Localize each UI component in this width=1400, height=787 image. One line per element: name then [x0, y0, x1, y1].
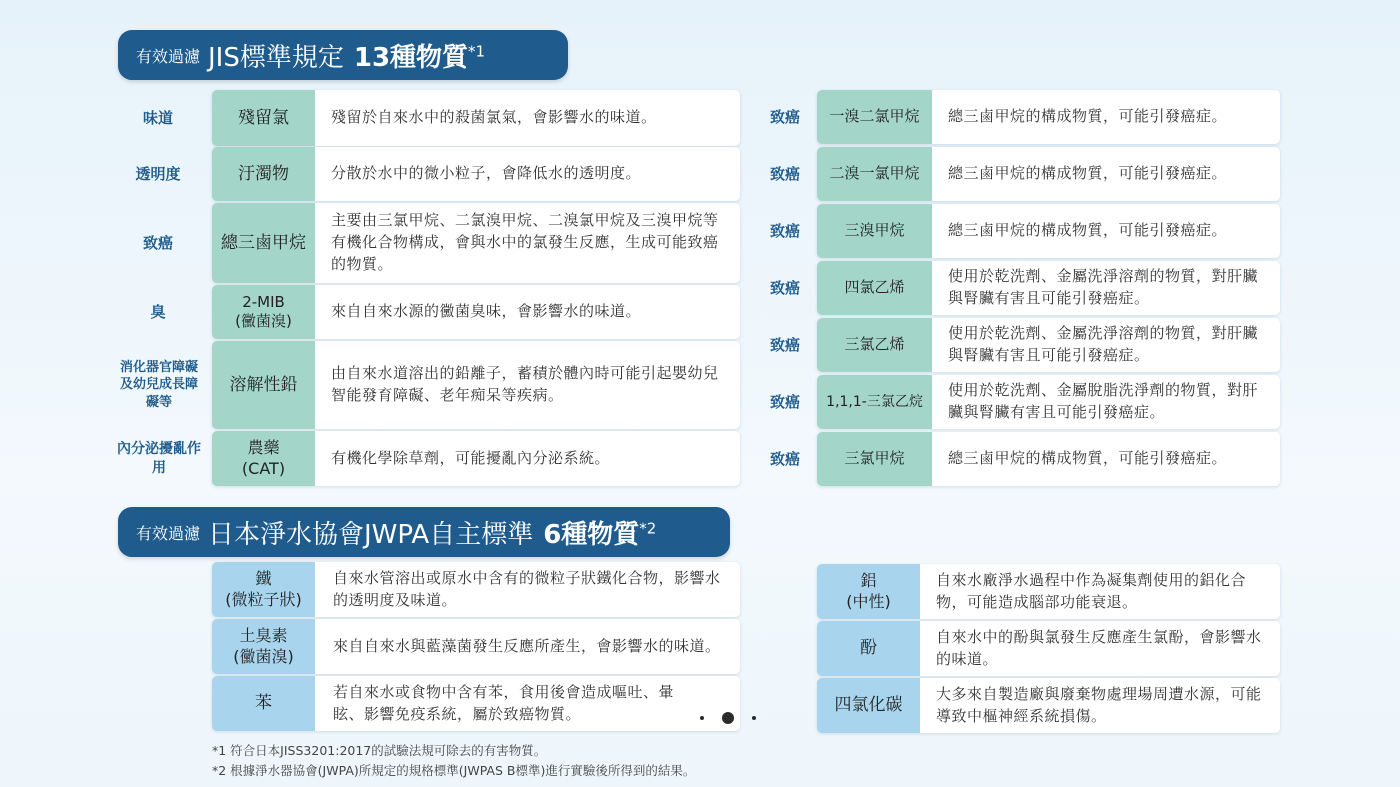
section1-prefix: 有效過濾	[136, 46, 201, 66]
substance-desc: 來自自來水源的黴菌臭味，會影響水的味道。	[331, 302, 642, 321]
substance-desc: 使用於乾洗劑、金屬洗淨溶劑的物質，對肝臟與腎臟有害且可能引發癌症。	[948, 324, 1259, 364]
substance-desc: 總三鹵甲烷的構成物質，可能引發癌症。	[948, 449, 1228, 468]
s1-right-category-3: 致癌	[769, 278, 800, 297]
carousel-dot-1[interactable]	[700, 716, 704, 720]
substance-name: 汙濁物	[212, 147, 315, 201]
s1-left-category-2: 致癌	[142, 233, 173, 252]
s1-left-category-4: 消化器官障礙及幼兒成長障礙等	[119, 359, 198, 410]
substance-desc: 總三鹵甲烷的構成物質，可能引發癌症。	[948, 107, 1228, 126]
substance-name: 三氯乙烯	[817, 318, 932, 372]
carousel-dot-2-active[interactable]	[722, 712, 734, 724]
s1-left-card-4	[212, 341, 740, 429]
substance-desc: 主要由三氯甲烷、二氯溴甲烷、二溴氯甲烷及三溴甲烷等有機化合物構成，會與水中的氯發生反應，生成可能致癌的物質。	[331, 211, 719, 273]
substance-desc: 分散於水中的微小粒子，會降低水的透明度。	[331, 164, 642, 183]
section2-note: *2	[639, 518, 657, 537]
footnote-2: *2 根據淨水器協會(JWPA)所規定的規格標準(JWPAS B標準)進行實驗後所得到的結果。	[212, 763, 696, 778]
substance-desc: 自來水管溶出或原水中含有的微粒子狀鐵化合物，影響水的透明度及味道。	[333, 568, 721, 609]
section1-title: JIS標準規定	[208, 42, 344, 73]
section1-banner	[118, 30, 568, 80]
s1-right-category-2: 致癌	[769, 221, 800, 240]
s1-left-card-5	[212, 431, 740, 486]
s1-left-card-1	[212, 147, 740, 201]
substance-name: 酚	[817, 621, 920, 676]
s2-right-card-2	[817, 678, 1280, 733]
s1-right-card-0	[817, 90, 1280, 144]
section2-prefix: 有效過濾	[136, 523, 201, 543]
section1-note: *1	[468, 41, 486, 60]
substance-desc: 總三鹵甲烷的構成物質，可能引發癌症。	[948, 221, 1228, 240]
carousel-dots	[700, 712, 756, 724]
s1-right-category-6: 致癌	[769, 449, 800, 468]
s1-right-category-0: 致癌	[769, 107, 800, 126]
substance-name: 總三鹵甲烷	[212, 203, 315, 283]
substance-name: 苯	[212, 676, 315, 731]
s1-left-card-0	[212, 90, 740, 146]
section1-count: 13種物質$^{*1}$	[353, 41, 486, 73]
s1-right-card-1	[817, 147, 1280, 201]
substance-name: 二溴一氯甲烷	[817, 147, 932, 201]
substance-name: 一溴二氯甲烷	[817, 90, 932, 144]
substance-name: 溶解性鉛	[212, 341, 315, 429]
s1-right-category-5: 致癌	[769, 392, 800, 411]
substance-name: 1,1,1-三氯乙烷	[817, 375, 932, 429]
substance-name: 四氯乙烯	[817, 261, 932, 315]
substance-desc: 自來水廠淨水過程中作為凝集劑使用的鋁化合物，可能造成腦部功能衰退。	[936, 570, 1247, 611]
s1-right-card-3	[817, 261, 1280, 315]
s2-left-card-2	[212, 676, 740, 731]
footnote-1: *1 符合日本JISS3201:2017的試驗法規可除去的有害物質。	[212, 743, 547, 758]
s2-left-card-1	[212, 619, 740, 674]
s2-right-card-0	[817, 564, 1280, 619]
substance-desc: 使用於乾洗劑、金屬洗淨溶劑的物質，對肝臟與腎臟有害且可能引發癌症。	[948, 267, 1259, 307]
s1-right-card-4	[817, 318, 1280, 372]
s1-right-card-2	[817, 204, 1280, 258]
substance-desc: 由自來水道溶出的鉛離子，蓄積於體內時可能引起嬰幼兒智能發育障礙、老年痴呆等疾病。	[331, 364, 719, 404]
substance-name: 殘留氯	[212, 90, 315, 146]
substance-name: 四氯化碳	[817, 678, 920, 733]
carousel-dot-3[interactable]	[752, 716, 756, 720]
substance-name: 鐵 (微粒子狀)	[212, 562, 315, 617]
s1-left-card-3	[212, 285, 740, 339]
substance-desc: 殘留於自來水中的殺菌氯氣，會影響水的味道。	[331, 108, 657, 127]
substance-name: 三氯甲烷	[817, 432, 932, 486]
substance-desc: 使用於乾洗劑、金屬脫脂洗淨劑的物質，對肝臟與腎臟有害且可能引發癌症。	[948, 381, 1259, 421]
substance-name: 2-MIB (黴菌溴)	[212, 285, 315, 339]
s1-right-category-4: 致癌	[769, 335, 800, 354]
s1-left-category-3: 臭	[150, 302, 166, 321]
substance-desc: 若自來水或食物中含有苯，食用後會造成嘔吐、暈眩、影響免疫系統，屬於致癌物質。	[333, 682, 675, 723]
s1-left-category-5: 內分泌擾亂作用	[117, 440, 201, 476]
s1-left-card-2	[212, 203, 740, 283]
s1-left-category-0: 味道	[142, 108, 173, 127]
s1-right-category-1: 致癌	[769, 164, 800, 183]
section2-title: 日本淨水協會JWPA自主標準	[208, 519, 534, 550]
section2-count: 6種物質$^{*2}$	[543, 518, 657, 550]
substance-desc: 來自自來水與藍藻菌發生反應所產生，會影響水的味道。	[333, 636, 721, 655]
substance-desc: 自來水中的酚與氯發生反應產生氯酚，會影響水的味道。	[936, 627, 1262, 668]
substance-name: 三溴甲烷	[817, 204, 932, 258]
s1-left-category-1: 透明度	[135, 164, 181, 183]
substance-name: 土臭素 (黴菌溴)	[212, 619, 315, 674]
section2-banner	[118, 507, 730, 557]
substance-desc: 大多來自製造廠與廢棄物處理場周遭水源，可能導致中樞神經系統損傷。	[936, 684, 1262, 725]
substance-desc: 有機化學除草劑，可能擾亂內分泌系統。	[331, 448, 611, 467]
s2-right-card-1	[817, 621, 1280, 676]
substance-desc: 總三鹵甲烷的構成物質，可能引發癌症。	[948, 164, 1228, 183]
s2-left-card-0	[212, 562, 740, 617]
substance-name: 鋁 (中性)	[817, 564, 920, 619]
s1-right-card-6	[817, 432, 1280, 486]
s1-right-card-5	[817, 375, 1280, 429]
substance-name: 農藥 (CAT)	[212, 431, 315, 486]
